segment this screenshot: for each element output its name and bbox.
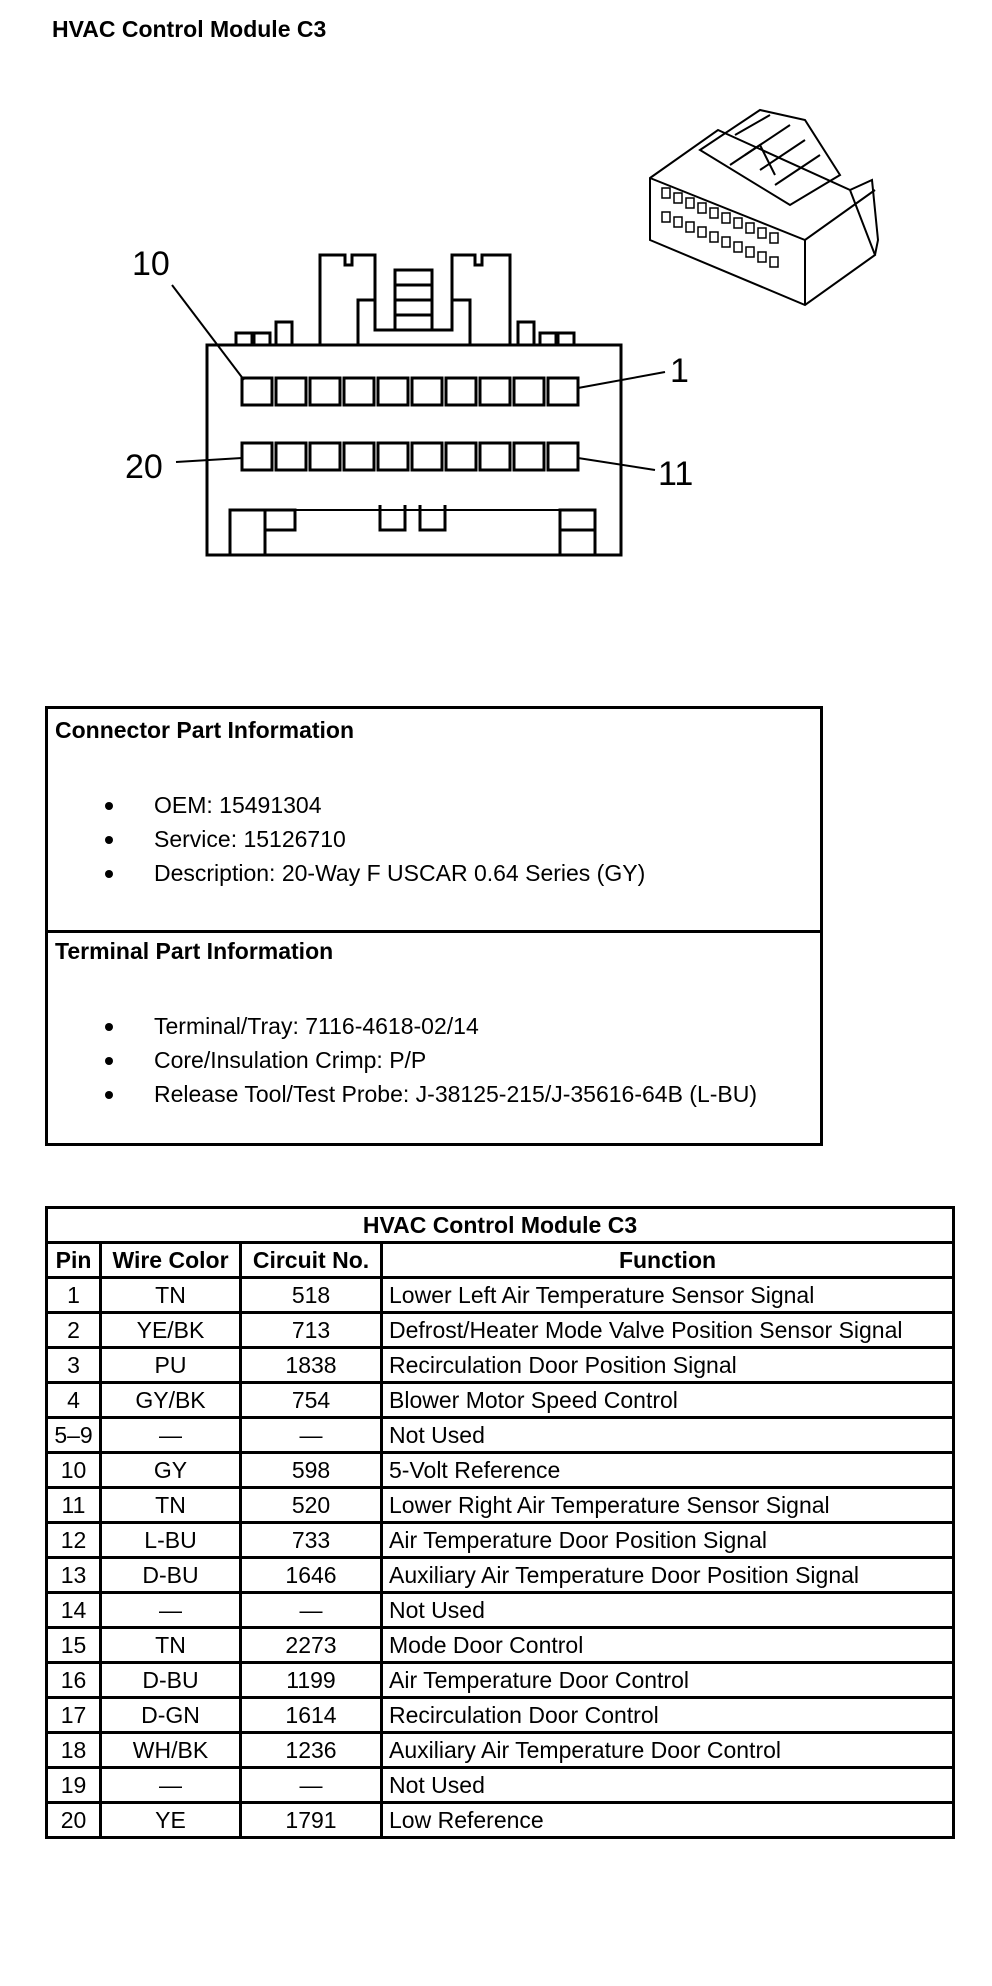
connector-info-heading: Connector Part Information bbox=[55, 717, 355, 743]
circuit-no-cell: 1646 bbox=[241, 1558, 382, 1593]
terminal-part-information bbox=[48, 930, 820, 1143]
list-item: Core/Insulation Crimp: P/P bbox=[48, 1043, 757, 1077]
circuit-no-cell: — bbox=[241, 1418, 382, 1453]
table-row bbox=[47, 1663, 954, 1698]
pin-cell: 20 bbox=[47, 1803, 101, 1838]
top-cavity-row bbox=[242, 378, 578, 405]
function-cell: Blower Motor Speed Control bbox=[382, 1383, 954, 1418]
table-row bbox=[47, 1383, 954, 1418]
pin-cell: 4 bbox=[47, 1383, 101, 1418]
circuit-no-cell: 1791 bbox=[241, 1803, 382, 1838]
table-row bbox=[47, 1628, 954, 1663]
list-item: Terminal/Tray: 7116-4618-02/14 bbox=[48, 1009, 757, 1043]
table-row bbox=[47, 1698, 954, 1733]
bullet-icon bbox=[105, 870, 113, 878]
circuit-no-cell: 1236 bbox=[241, 1733, 382, 1768]
function-cell: Not Used bbox=[382, 1418, 954, 1453]
table-row bbox=[47, 1313, 954, 1348]
terminal-info-heading: Terminal Part Information bbox=[55, 938, 334, 964]
wire-color-cell: L-BU bbox=[101, 1523, 241, 1558]
page-title: HVAC Control Module C3 bbox=[52, 16, 327, 42]
connector-part-information bbox=[48, 709, 820, 933]
circuit-no-cell: 713 bbox=[241, 1313, 382, 1348]
list-item: Release Tool/Test Probe: J-38125-215/J-35616-64B (L-BU) bbox=[48, 1077, 757, 1111]
function-cell: Not Used bbox=[382, 1593, 954, 1628]
table-row bbox=[47, 1418, 954, 1453]
wire-color-cell: YE/BK bbox=[101, 1313, 241, 1348]
header-circuit-no: Circuit No. bbox=[241, 1243, 382, 1278]
circuit-no-cell: 754 bbox=[241, 1383, 382, 1418]
circuit-no-cell: 2273 bbox=[241, 1628, 382, 1663]
pin-cell: 14 bbox=[47, 1593, 101, 1628]
wire-color-cell: — bbox=[101, 1418, 241, 1453]
circuit-no-cell: 1614 bbox=[241, 1698, 382, 1733]
wire-color-cell: TN bbox=[101, 1278, 241, 1313]
function-cell: Auxiliary Air Temperature Door Position Signal bbox=[382, 1558, 954, 1593]
list-item: OEM: 15491304 bbox=[48, 788, 645, 822]
table-row bbox=[47, 1488, 954, 1523]
pin-cell: 13 bbox=[47, 1558, 101, 1593]
wire-color-cell: WH/BK bbox=[101, 1733, 241, 1768]
circuit-no-cell: 1838 bbox=[241, 1348, 382, 1383]
table-header-row bbox=[47, 1243, 954, 1278]
pin-label-1: 1 bbox=[670, 352, 689, 390]
circuit-no-cell: 598 bbox=[241, 1453, 382, 1488]
function-cell: Air Temperature Door Control bbox=[382, 1663, 954, 1698]
table-row bbox=[47, 1278, 954, 1313]
wire-color-cell: D-GN bbox=[101, 1698, 241, 1733]
function-cell: Low Reference bbox=[382, 1803, 954, 1838]
table-row bbox=[47, 1593, 954, 1628]
pin-cell: 5–9 bbox=[47, 1418, 101, 1453]
table-caption: HVAC Control Module C3 bbox=[47, 1208, 954, 1243]
circuit-no-cell: 1199 bbox=[241, 1663, 382, 1698]
pin-cell: 1 bbox=[47, 1278, 101, 1313]
table-row bbox=[47, 1523, 954, 1558]
wire-color-cell: TN bbox=[101, 1488, 241, 1523]
table-row bbox=[47, 1558, 954, 1593]
bottom-cavity-row bbox=[242, 443, 578, 470]
pin-cell: 12 bbox=[47, 1523, 101, 1558]
function-cell: Defrost/Heater Mode Valve Position Sensor Signal bbox=[382, 1313, 954, 1348]
pin-label-10: 10 bbox=[132, 245, 170, 283]
pin-label-20: 20 bbox=[125, 448, 163, 486]
circuit-no-cell: — bbox=[241, 1768, 382, 1803]
pin-cell: 10 bbox=[47, 1453, 101, 1488]
function-cell: Lower Left Air Temperature Sensor Signal bbox=[382, 1278, 954, 1313]
connector-3d-view bbox=[650, 110, 878, 305]
function-cell: Lower Right Air Temperature Sensor Signal bbox=[382, 1488, 954, 1523]
pin-cell: 11 bbox=[47, 1488, 101, 1523]
function-cell: Mode Door Control bbox=[382, 1628, 954, 1663]
list-item: Service: 15126710 bbox=[48, 822, 645, 856]
pin-cell: 15 bbox=[47, 1628, 101, 1663]
function-cell: Air Temperature Door Position Signal bbox=[382, 1523, 954, 1558]
terminal-info-list bbox=[48, 1009, 757, 1111]
wire-color-cell: PU bbox=[101, 1348, 241, 1383]
pin-cell: 18 bbox=[47, 1733, 101, 1768]
bullet-icon bbox=[105, 1091, 113, 1099]
connector-diagram bbox=[0, 0, 992, 700]
pinout-table bbox=[45, 1206, 955, 1839]
pin-cell: 2 bbox=[47, 1313, 101, 1348]
function-cell: Not Used bbox=[382, 1768, 954, 1803]
table-row bbox=[47, 1768, 954, 1803]
pin-cell: 16 bbox=[47, 1663, 101, 1698]
circuit-no-cell: 733 bbox=[241, 1523, 382, 1558]
pin-cell: 19 bbox=[47, 1768, 101, 1803]
wire-color-cell: GY bbox=[101, 1453, 241, 1488]
bullet-icon bbox=[105, 802, 113, 810]
wire-color-cell: D-BU bbox=[101, 1558, 241, 1593]
pin-cell: 17 bbox=[47, 1698, 101, 1733]
circuit-no-cell: 520 bbox=[241, 1488, 382, 1523]
wire-color-cell: D-BU bbox=[101, 1663, 241, 1698]
function-cell: Auxiliary Air Temperature Door Control bbox=[382, 1733, 954, 1768]
pin-cell: 3 bbox=[47, 1348, 101, 1383]
function-cell: Recirculation Door Control bbox=[382, 1698, 954, 1733]
list-item: Description: 20-Way F USCAR 0.64 Series (GY) bbox=[48, 856, 645, 890]
table-row bbox=[47, 1733, 954, 1768]
table-row bbox=[47, 1453, 954, 1488]
function-cell: Recirculation Door Position Signal bbox=[382, 1348, 954, 1383]
table-row bbox=[47, 1348, 954, 1383]
wire-color-cell: — bbox=[101, 1593, 241, 1628]
wire-color-cell: YE bbox=[101, 1803, 241, 1838]
table-row bbox=[47, 1803, 954, 1838]
wire-color-cell: GY/BK bbox=[101, 1383, 241, 1418]
circuit-no-cell: — bbox=[241, 1593, 382, 1628]
header-function: Function bbox=[382, 1243, 954, 1278]
connector-info-list bbox=[48, 788, 645, 890]
header-wire-color: Wire Color bbox=[101, 1243, 241, 1278]
bullet-icon bbox=[105, 1023, 113, 1031]
header-pin: Pin bbox=[47, 1243, 101, 1278]
pin-label-11: 11 bbox=[658, 455, 694, 493]
bullet-icon bbox=[105, 1057, 113, 1065]
circuit-no-cell: 518 bbox=[241, 1278, 382, 1313]
function-cell: 5-Volt Reference bbox=[382, 1453, 954, 1488]
wire-color-cell: TN bbox=[101, 1628, 241, 1663]
bullet-icon bbox=[105, 836, 113, 844]
wire-color-cell: — bbox=[101, 1768, 241, 1803]
part-information-box bbox=[45, 706, 823, 1146]
